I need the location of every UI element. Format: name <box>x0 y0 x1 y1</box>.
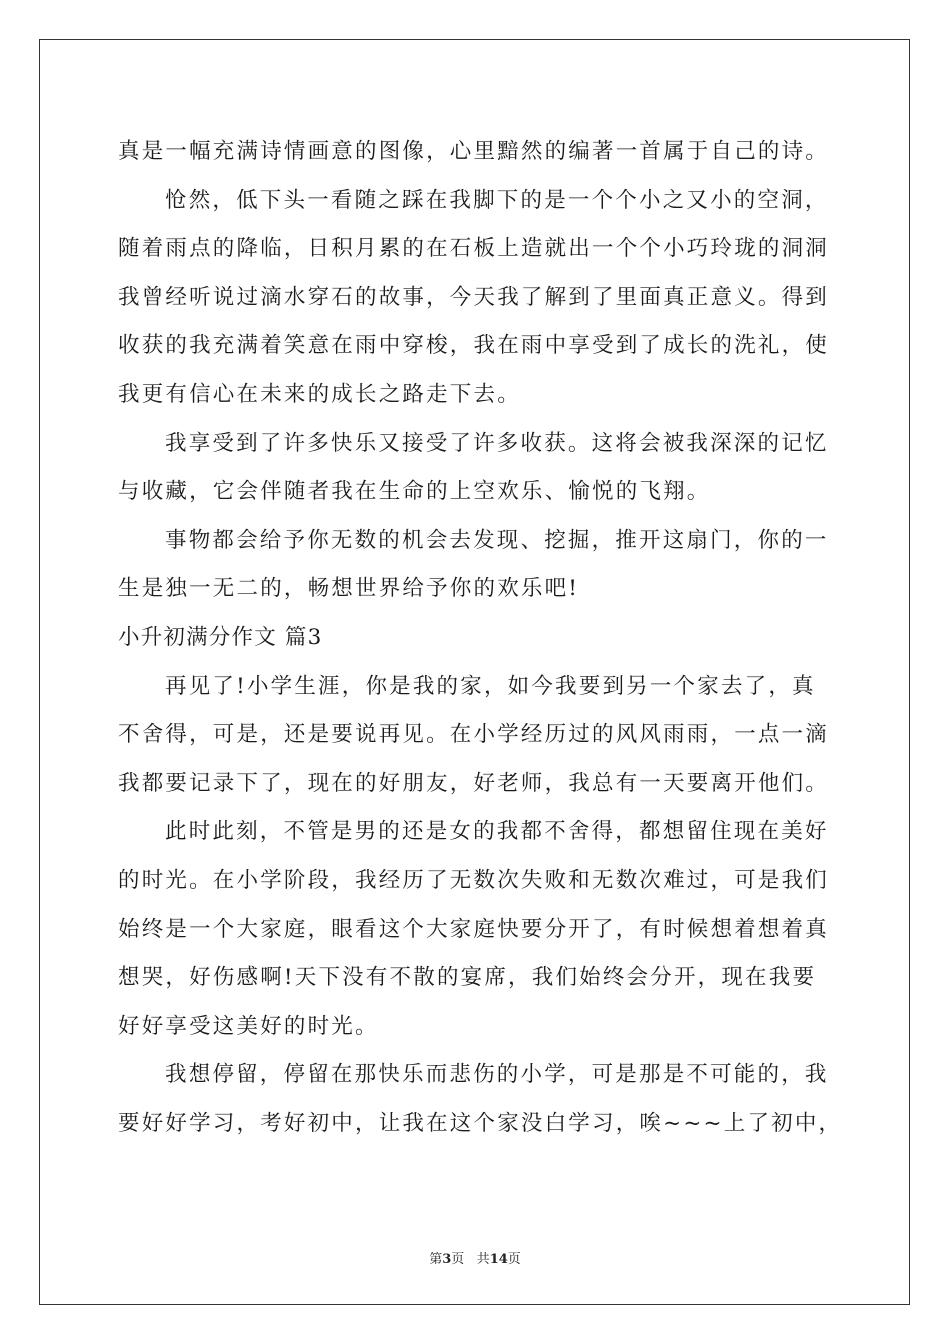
text-line: 怆然，低下头一看随之踩在我脚下的是一个个小之又小的空洞， <box>165 187 829 213</box>
page-footer <box>0 1248 950 1267</box>
text-line: 始终是一个大家庭，眼看这个大家庭快要分开了，有时候想着想着真 <box>118 916 830 942</box>
footer-total-prefix: 共 <box>476 1252 490 1267</box>
footer-prefix: 第 <box>429 1252 443 1267</box>
text-line: 生是独一无二的，畅想世界给予你的欢乐吧! <box>118 576 580 602</box>
text-line: 我都要记录下了，现在的好朋友，好老师，我总有一天要离开他们。 <box>118 770 830 796</box>
text-line: 好好享受这美好的时光。 <box>118 1013 379 1039</box>
section-heading: 小升初满分作文 篇3 <box>118 624 323 650</box>
total-page-count: 14 <box>489 1252 508 1267</box>
text-line: 事物都会给予你无数的机会去发现、挖掘，推开这扇门，你的一 <box>165 527 829 553</box>
text-line: 随着雨点的降临，日积月累的在石板上造就出一个个小巧玲珑的洞洞 <box>118 236 830 262</box>
text-line: 此时此刻，不管是男的还是女的我都不舍得，都想留住现在美好 <box>165 819 829 845</box>
footer-page-unit: 页 <box>451 1252 465 1267</box>
text-line: 我更有信心在未来的成长之路走下去。 <box>118 381 521 407</box>
document-body <box>118 128 843 1148</box>
current-page-number: 3 <box>442 1252 452 1267</box>
text-line: 真是一幅充满诗情画意的图像，心里黯然的编著一首属于自己的诗。 <box>118 139 830 164</box>
footer-total-unit: 页 <box>507 1252 521 1267</box>
text-line: 的时光。在小学阶段，我经历了无数次失败和无数次难过，可是我们 <box>118 867 830 893</box>
text-line: 不舍得，可是，还是要说再见。在小学经历过的风风雨雨，一点一滴 <box>118 722 830 748</box>
text-line: 要好好学习，考好初中，让我在这个家没白学习，唉~~~上了初中， <box>118 1110 843 1136</box>
text-line: 再见了!小学生涯，你是我的家，如今我要到另一个家去了，真 <box>165 673 816 699</box>
text-line: 我享受到了许多快乐又接受了许多收获。这将会被我深深的记忆 <box>165 430 829 456</box>
text-line: 想哭，好伤感啊!天下没有不散的宴席，我们始终会分开，现在我要 <box>118 965 817 991</box>
text-line: 与收藏，它会伴随者我在生命的上空欢乐、愉悦的飞翔。 <box>118 479 711 505</box>
text-line: 收获的我充满着笑意在雨中穿梭，我在雨中享受到了成长的洗礼，使 <box>118 333 830 359</box>
text-line: 我想停留，停留在那快乐而悲伤的小学，可是那是不可能的，我 <box>165 1062 829 1088</box>
text-line: 我曾经听说过滴水穿石的故事，今天我了解到了里面真正意义。得到 <box>118 284 830 310</box>
